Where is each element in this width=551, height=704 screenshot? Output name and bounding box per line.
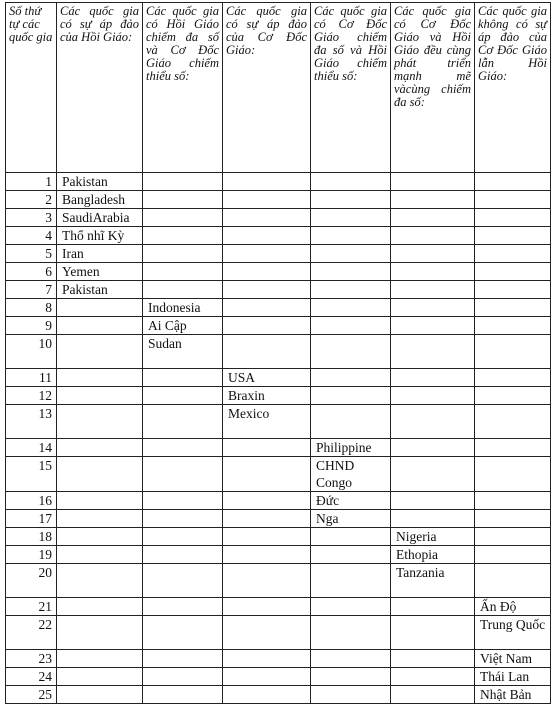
table-row: [6, 510, 551, 528]
table-row: [6, 317, 551, 335]
empty-cell: [391, 492, 475, 510]
empty-cell: [311, 564, 391, 598]
table-row: [6, 528, 551, 546]
empty-cell: [143, 369, 223, 387]
empty-cell: [223, 492, 311, 510]
empty-cell: [391, 405, 475, 439]
row-number: 3: [6, 209, 57, 227]
table-row: [6, 227, 551, 245]
empty-cell: [143, 263, 223, 281]
empty-cell: [57, 369, 143, 387]
empty-cell: [223, 668, 311, 686]
empty-cell: [311, 299, 391, 317]
row-number: 13: [6, 405, 57, 439]
empty-cell: [311, 227, 391, 245]
country-cell: Pakistan: [57, 281, 143, 299]
row-number: 18: [6, 528, 57, 546]
country-cell: Ethopia: [391, 546, 475, 564]
empty-cell: [475, 369, 551, 387]
empty-cell: [391, 263, 475, 281]
empty-cell: [143, 668, 223, 686]
empty-cell: [57, 457, 143, 492]
empty-cell: [223, 227, 311, 245]
table-row: [6, 616, 551, 650]
religion-countries-table: [5, 2, 551, 704]
country-cell: Mexico: [223, 405, 311, 439]
empty-cell: [57, 510, 143, 528]
empty-cell: [223, 457, 311, 492]
empty-cell: [311, 281, 391, 299]
empty-cell: [475, 191, 551, 209]
empty-cell: [223, 209, 311, 227]
table-row: [6, 546, 551, 564]
country-cell: Thổ nhĩ Kỳ: [57, 227, 143, 245]
header-islam-majority: Các quốc gia có Hồi Giáo chiếm đa số và Cơ Đốc Giáo chiếm thiểu số:: [143, 3, 223, 173]
empty-cell: [223, 281, 311, 299]
row-number: 1: [6, 173, 57, 191]
empty-cell: [143, 457, 223, 492]
row-number: 11: [6, 369, 57, 387]
empty-cell: [391, 335, 475, 369]
country-cell: SaudiArabia: [57, 209, 143, 227]
empty-cell: [57, 492, 143, 510]
empty-cell: [391, 598, 475, 616]
empty-cell: [57, 528, 143, 546]
empty-cell: [143, 387, 223, 405]
empty-cell: [223, 616, 311, 650]
empty-cell: [223, 439, 311, 457]
row-number: 12: [6, 387, 57, 405]
country-cell: Đức: [311, 492, 391, 510]
row-number: 21: [6, 598, 57, 616]
empty-cell: [391, 439, 475, 457]
empty-cell: [57, 405, 143, 439]
row-number: 15: [6, 457, 57, 492]
country-cell: USA: [223, 369, 311, 387]
country-cell: Ai Cập: [143, 317, 223, 335]
empty-cell: [223, 686, 311, 704]
country-cell: Nga: [311, 510, 391, 528]
empty-cell: [223, 317, 311, 335]
empty-cell: [391, 369, 475, 387]
empty-cell: [475, 173, 551, 191]
empty-cell: [311, 369, 391, 387]
empty-cell: [143, 245, 223, 263]
row-number: 5: [6, 245, 57, 263]
empty-cell: [475, 564, 551, 598]
empty-cell: [143, 546, 223, 564]
country-cell: Bangladesh: [57, 191, 143, 209]
row-number: 2: [6, 191, 57, 209]
country-cell: Nigeria: [391, 528, 475, 546]
empty-cell: [391, 317, 475, 335]
country-cell: Iran: [57, 245, 143, 263]
empty-cell: [57, 335, 143, 369]
empty-cell: [311, 317, 391, 335]
empty-cell: [391, 650, 475, 668]
empty-cell: [475, 510, 551, 528]
country-cell: Yemen: [57, 263, 143, 281]
empty-cell: [143, 598, 223, 616]
empty-cell: [475, 209, 551, 227]
empty-cell: [223, 564, 311, 598]
header-both-strong: Các quốc gia có Cơ Đốc Giáo và Hồi Giáo đều cùng phát triển mạnh mẽ vàcùng chiếm đa số:: [391, 3, 475, 173]
empty-cell: [311, 335, 391, 369]
table-row: [6, 457, 551, 492]
empty-cell: [391, 299, 475, 317]
empty-cell: [57, 668, 143, 686]
table-row: [6, 263, 551, 281]
empty-cell: [57, 387, 143, 405]
header-index: Số thứ tự các quốc gia: [6, 3, 57, 173]
empty-cell: [143, 686, 223, 704]
row-number: 14: [6, 439, 57, 457]
empty-cell: [391, 686, 475, 704]
row-number: 10: [6, 335, 57, 369]
empty-cell: [223, 598, 311, 616]
row-number: 9: [6, 317, 57, 335]
empty-cell: [475, 528, 551, 546]
empty-cell: [57, 616, 143, 650]
empty-cell: [57, 317, 143, 335]
empty-cell: [391, 457, 475, 492]
empty-cell: [223, 263, 311, 281]
table-row: [6, 492, 551, 510]
country-cell: Braxin: [223, 387, 311, 405]
empty-cell: [143, 191, 223, 209]
empty-cell: [143, 405, 223, 439]
empty-cell: [57, 598, 143, 616]
empty-cell: [475, 281, 551, 299]
empty-cell: [143, 510, 223, 528]
country-cell: Philippine: [311, 439, 391, 457]
row-number: 25: [6, 686, 57, 704]
table-row: [6, 209, 551, 227]
empty-cell: [143, 492, 223, 510]
country-cell: Tanzania: [391, 564, 475, 598]
empty-cell: [311, 263, 391, 281]
empty-cell: [391, 227, 475, 245]
empty-cell: [475, 492, 551, 510]
table-row: [6, 650, 551, 668]
empty-cell: [143, 564, 223, 598]
table-row: [6, 564, 551, 598]
table-row: [6, 439, 551, 457]
row-number: 16: [6, 492, 57, 510]
empty-cell: [223, 528, 311, 546]
empty-cell: [223, 191, 311, 209]
empty-cell: [475, 317, 551, 335]
table-body: [6, 173, 551, 704]
empty-cell: [311, 650, 391, 668]
empty-cell: [475, 457, 551, 492]
country-cell: Indonesia: [143, 299, 223, 317]
empty-cell: [391, 173, 475, 191]
empty-cell: [143, 528, 223, 546]
empty-cell: [223, 335, 311, 369]
empty-cell: [143, 281, 223, 299]
country-cell: CHND Congo: [311, 457, 391, 492]
header-christian-majority: Các quốc gia có Cơ Đốc Giáo chiếm đa số và Hồi Giáo chiếm thiểu số:: [311, 3, 391, 173]
row-number: 4: [6, 227, 57, 245]
empty-cell: [311, 528, 391, 546]
table-row: [6, 281, 551, 299]
table-row: [6, 405, 551, 439]
country-cell: Pakistan: [57, 173, 143, 191]
table-row: [6, 173, 551, 191]
empty-cell: [391, 668, 475, 686]
empty-cell: [223, 650, 311, 668]
table-row: [6, 598, 551, 616]
empty-cell: [57, 439, 143, 457]
empty-cell: [475, 405, 551, 439]
row-number: 6: [6, 263, 57, 281]
row-number: 19: [6, 546, 57, 564]
header-islam-dominant: Các quốc gia có sự áp đảo của Hồi Giáo:: [57, 3, 143, 173]
empty-cell: [223, 546, 311, 564]
table-row: [6, 191, 551, 209]
country-cell: Sudan: [143, 335, 223, 369]
row-number: 22: [6, 616, 57, 650]
empty-cell: [311, 598, 391, 616]
empty-cell: [475, 439, 551, 457]
empty-cell: [57, 686, 143, 704]
empty-cell: [223, 173, 311, 191]
empty-cell: [311, 209, 391, 227]
empty-cell: [57, 650, 143, 668]
empty-cell: [143, 616, 223, 650]
header-row: [6, 3, 551, 173]
table-row: [6, 668, 551, 686]
empty-cell: [391, 245, 475, 263]
empty-cell: [311, 173, 391, 191]
empty-cell: [391, 281, 475, 299]
empty-cell: [143, 650, 223, 668]
empty-cell: [311, 387, 391, 405]
header-neither: Các quốc gia không có sự áp đảo của Cơ Đốc Giáo lẫn Hồi Giáo:: [475, 3, 551, 173]
empty-cell: [311, 546, 391, 564]
empty-cell: [391, 616, 475, 650]
country-cell: Nhật Bản: [475, 686, 551, 704]
empty-cell: [223, 299, 311, 317]
empty-cell: [311, 616, 391, 650]
empty-cell: [311, 686, 391, 704]
row-number: 7: [6, 281, 57, 299]
empty-cell: [57, 564, 143, 598]
empty-cell: [475, 263, 551, 281]
empty-cell: [475, 387, 551, 405]
empty-cell: [475, 227, 551, 245]
empty-cell: [143, 209, 223, 227]
empty-cell: [57, 546, 143, 564]
empty-cell: [391, 191, 475, 209]
row-number: 24: [6, 668, 57, 686]
table-row: [6, 369, 551, 387]
empty-cell: [475, 299, 551, 317]
empty-cell: [311, 245, 391, 263]
row-number: 23: [6, 650, 57, 668]
table-row: [6, 387, 551, 405]
empty-cell: [223, 245, 311, 263]
empty-cell: [223, 510, 311, 528]
row-number: 17: [6, 510, 57, 528]
table-row: [6, 299, 551, 317]
empty-cell: [311, 668, 391, 686]
country-cell: Ấn Độ: [475, 598, 551, 616]
empty-cell: [391, 209, 475, 227]
row-number: 20: [6, 564, 57, 598]
country-cell: Thái Lan: [475, 668, 551, 686]
empty-cell: [391, 387, 475, 405]
table-row: [6, 335, 551, 369]
header-christian-dominant: Các quốc gia có sự áp đảo của Cơ Đốc Giáo:: [223, 3, 311, 173]
empty-cell: [143, 439, 223, 457]
row-number: 8: [6, 299, 57, 317]
country-cell: Việt Nam: [475, 650, 551, 668]
empty-cell: [475, 245, 551, 263]
country-cell: Trung Quốc: [475, 616, 551, 650]
empty-cell: [57, 299, 143, 317]
empty-cell: [311, 191, 391, 209]
table-row: [6, 245, 551, 263]
table-row: [6, 686, 551, 704]
empty-cell: [475, 546, 551, 564]
empty-cell: [475, 335, 551, 369]
empty-cell: [143, 227, 223, 245]
empty-cell: [143, 173, 223, 191]
empty-cell: [391, 510, 475, 528]
empty-cell: [311, 405, 391, 439]
